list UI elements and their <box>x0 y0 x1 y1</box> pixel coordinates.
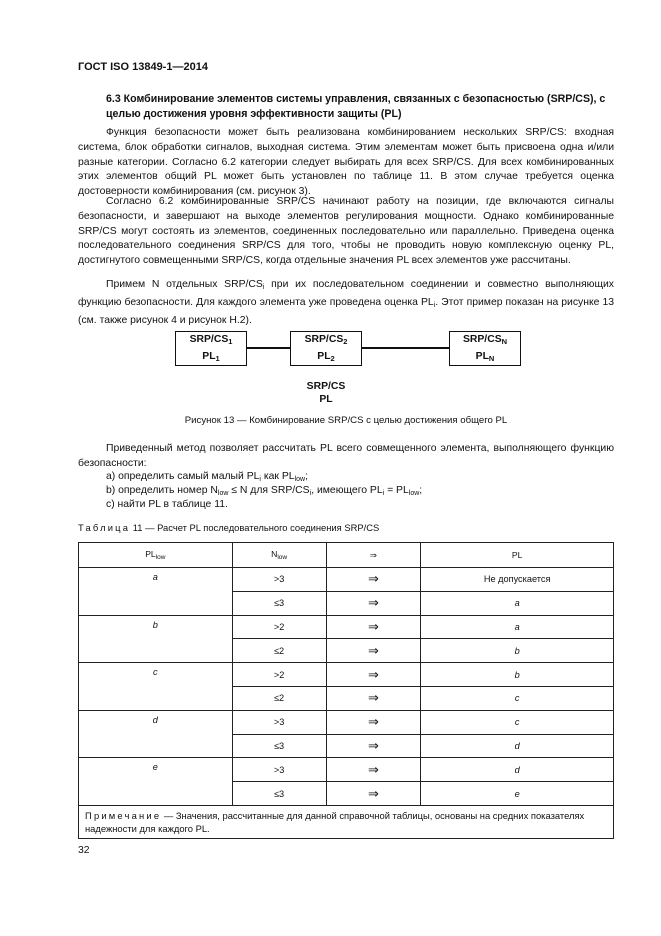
header-arrow-icon: ⇒ <box>326 543 421 568</box>
cell-pl-low: d <box>79 710 233 758</box>
cell-n-low: ≤2 <box>232 639 326 663</box>
cell-pl-low: e <box>79 758 233 806</box>
header-pl-low: $PL_{low}$ <box>79 543 233 568</box>
figure-connector-line <box>247 347 290 349</box>
arrow-icon: ⇒ <box>326 686 421 710</box>
figure-connector-line <box>362 347 449 349</box>
cell-pl: d <box>421 758 614 782</box>
figure-box-srp-cs-1: SRP/$CS_1$ $PL_1$ <box>175 331 247 366</box>
table-row <box>79 568 614 592</box>
cell-pl: e <box>421 782 614 806</box>
figure-box-srp-cs-2: SRP/$CS_2$ $PL_2$ <box>290 331 362 366</box>
arrow-icon: ⇒ <box>326 639 421 663</box>
figure-box-srp-cs-n: SRP/$CS_N$ $PL_N$ <box>449 331 521 366</box>
arrow-icon: ⇒ <box>326 615 421 639</box>
table-note-row <box>79 805 614 838</box>
arrow-icon: ⇒ <box>326 568 421 592</box>
pl-table <box>78 542 614 839</box>
arrow-icon: ⇒ <box>326 782 421 806</box>
paragraph-4: Приведенный метод позволяет рассчитать PL всего совмещенного элемента, выполняющего функцию безопасности: <box>78 443 614 469</box>
arrow-icon: ⇒ <box>326 663 421 687</box>
table-header-row <box>79 543 614 568</box>
document-header: ГОСТ ISO 13849-1—2014 <box>78 61 208 73</box>
table-row <box>79 758 614 782</box>
cell-pl: a <box>421 615 614 639</box>
table-note: Примечание — Значения, рассчитанные для данной справочной таблицы, основаны на средних показателях надежности для каждого PL. <box>79 805 614 838</box>
cell-n-low: ≤3 <box>232 782 326 806</box>
arrow-icon: ⇒ <box>326 710 421 734</box>
cell-n-low: ≤3 <box>232 591 326 615</box>
figure-combined-label: SRP/CS PL <box>306 381 346 405</box>
cell-n-low: >2 <box>232 663 326 687</box>
header-n-low: $N_{low}$ <box>232 543 326 568</box>
cell-n-low: ≤2 <box>232 686 326 710</box>
list-item-a: а) определить самый малый $PL_i$ как $PL_{low}$; <box>106 471 308 483</box>
table-caption: Таблица 11 — Расчет PL последовательного соединения SRP/CS <box>78 522 380 533</box>
table-row <box>79 615 614 639</box>
cell-pl-low: a <box>79 568 233 616</box>
paragraph-1: Функция безопасности может быть реализована комбинированием нескольких SRP/CS: входная система, блок обработки сигналов, выходная система. Этим элементам может быть присвоена одна и/или разные категории. Согласно 6.2 категории следует выбирать для всех SRP/CS. Для всех комбинированных этих элементов общий PL может быть установлен по таблице 11. В этом случае требуется оценка достоверности комбинирования (см. рисунок 3). <box>78 127 614 198</box>
cell-n-low: >3 <box>232 710 326 734</box>
cell-n-low: ≤3 <box>232 734 326 758</box>
page-number: 32 <box>78 845 90 856</box>
cell-n-low: >3 <box>232 568 326 592</box>
cell-pl: c <box>421 710 614 734</box>
section-title: 6.3 Комбинирование элементов системы управления, связанных с безопасностью (SRP/CS), с целью достижения уровня эффективности защиты (PL) <box>106 93 606 120</box>
cell-pl: b <box>421 639 614 663</box>
figure-caption: Рисунок 13 — Комбинирование SRP/CS с целью достижения общего PL <box>184 415 508 426</box>
list-item-c: с) найти PL в таблице 11. <box>106 499 228 510</box>
paragraph-2: Согласно 6.2 комбинированные SRP/CS начинают работу на позиции, где включаются сигналы безопасности, и завершают на выходе элементов регулирования мощности. Однако комбинированные SRP/CS могут состоять из элементов, соединенных последовательно или параллельно. Приведена оценка последовательного соединения SRP/CS для того, чтобы не проводить новую комплексную оценку PL, достигнутого совмещенными SRP/CS, когда отдельные значения PL всех элементов уже рассчитаны. <box>78 196 614 267</box>
cell-pl: a <box>421 591 614 615</box>
cell-n-low: >2 <box>232 615 326 639</box>
cell-pl: c <box>421 686 614 710</box>
cell-pl: Не допускается <box>421 568 614 592</box>
arrow-icon: ⇒ <box>326 734 421 758</box>
arrow-icon: ⇒ <box>326 758 421 782</box>
table-row <box>79 663 614 687</box>
cell-pl-low: c <box>79 663 233 711</box>
cell-n-low: >3 <box>232 758 326 782</box>
list-item-b: b) определить номер $N_{low} \le N$ для SRP/$CS_i$, имеющего $PL_i = PL_{low}$; <box>106 485 423 497</box>
cell-pl: d <box>421 734 614 758</box>
cell-pl: b <box>421 663 614 687</box>
header-pl: PL <box>421 543 614 568</box>
arrow-icon: ⇒ <box>326 591 421 615</box>
cell-pl-low: b <box>79 615 233 663</box>
table-row <box>79 710 614 734</box>
paragraph-3: Примем N отдельных SRP/$CS_i$ при их последовательном соединении и совместно выполняющих функцию безопасности. Для каждого элемента уже проведена оценка $PL_i$. Этот пример показан на рисунке 13 (см. также рисунок 4 и рисунок Н.2). <box>78 279 614 326</box>
